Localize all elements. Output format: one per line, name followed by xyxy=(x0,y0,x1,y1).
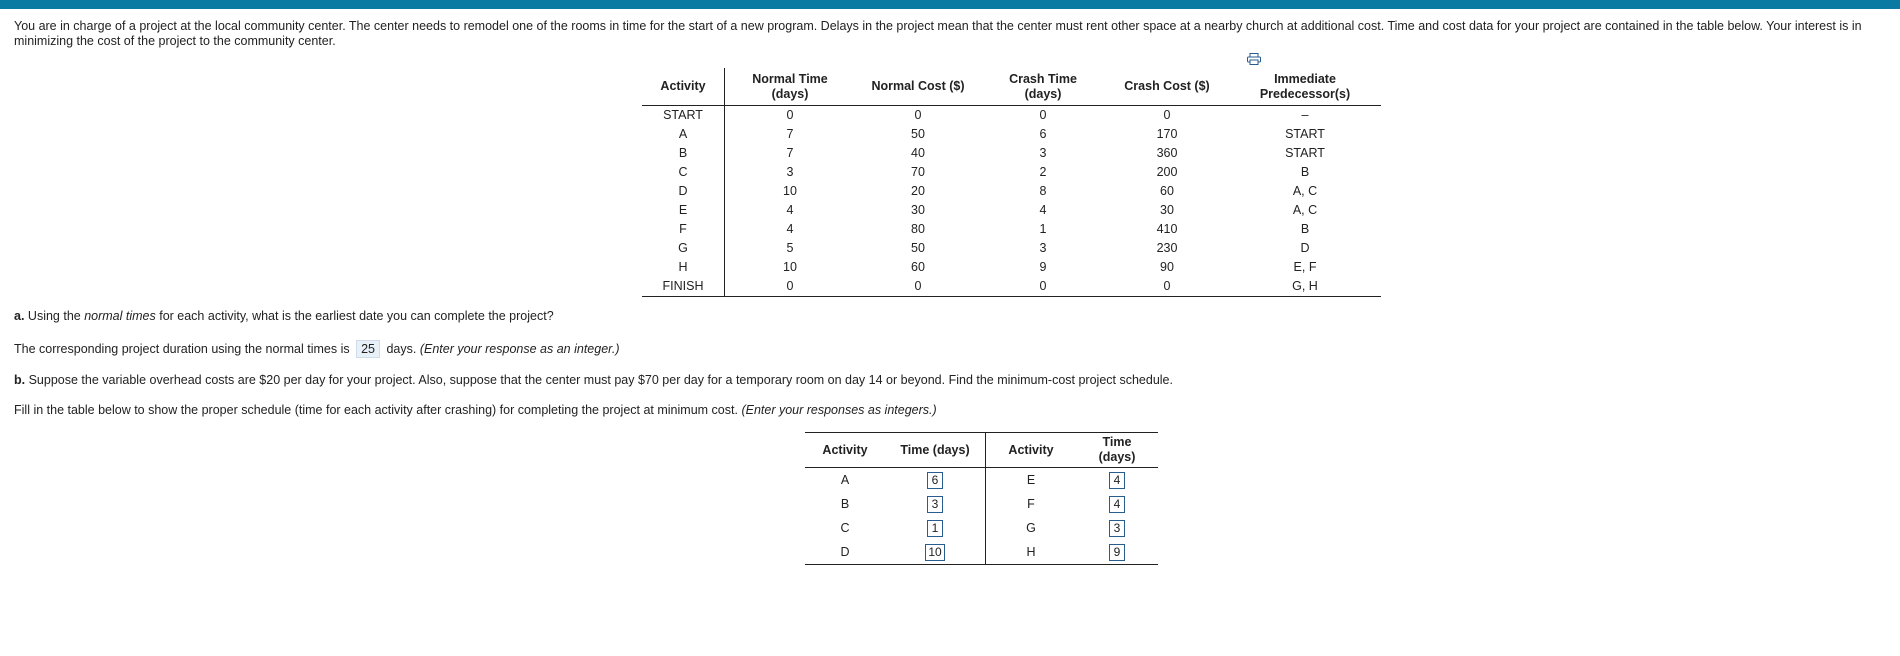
table-row xyxy=(642,144,1381,163)
activity-cell: FINISH xyxy=(642,277,725,297)
normal-time-cell: 7 xyxy=(786,146,794,160)
normal-time-cell: 3 xyxy=(786,165,794,179)
normal-cost-cell: 40 xyxy=(911,146,925,160)
time-input-cell xyxy=(1076,540,1158,565)
part-a-answer-post: days. xyxy=(386,342,417,356)
normal-cost-cell: 0 xyxy=(914,108,922,122)
part-a-question-pre: Using the xyxy=(27,309,85,323)
part-a-question-post: for each activity, what is the earliest date you can complete the project? xyxy=(155,309,554,323)
crash-time-cell: 6 xyxy=(1039,127,1047,141)
activity-cell: B xyxy=(840,497,850,511)
crash-schedule-table xyxy=(805,432,1158,565)
table-row xyxy=(805,492,1158,516)
crash-cost-cell: 60 xyxy=(1160,184,1174,198)
crash-cost-cell: 230 xyxy=(1156,241,1178,255)
crash-cost-cell: 90 xyxy=(1160,260,1174,274)
activity-a-time-input[interactable]: 6 xyxy=(927,472,943,489)
predecessor-cell: START xyxy=(1285,146,1325,160)
normal-cost-cell: 80 xyxy=(911,222,925,236)
crash-cost-cell: 410 xyxy=(1156,222,1178,236)
normal-cost-cell: 60 xyxy=(911,260,925,274)
table-row xyxy=(805,468,1158,493)
col-header-normal-cost: Normal Cost ($) xyxy=(855,68,981,106)
predecessor-cell: – xyxy=(1301,108,1309,122)
table-header-row xyxy=(642,68,1381,106)
part-a-answer-hint: (Enter your response as an integer.) xyxy=(419,342,620,356)
normal-cost-cell: 30 xyxy=(911,203,925,217)
normal-time-cell: 4 xyxy=(786,222,794,236)
activity-cell: F xyxy=(642,220,725,239)
activity-cell: H xyxy=(986,540,1077,565)
crash-time-cell: 0 xyxy=(981,277,1105,297)
activity-g-time-input[interactable]: 3 xyxy=(1109,520,1125,537)
time-input-cell xyxy=(1076,468,1158,493)
time-input-cell xyxy=(1076,516,1158,540)
predecessor-cell: G, H xyxy=(1229,277,1381,297)
predecessor-cell: D xyxy=(1300,241,1310,255)
predecessor-cell: START xyxy=(1285,127,1325,141)
normal-time-cell: 0 xyxy=(786,108,794,122)
table-row xyxy=(642,220,1381,239)
problem-intro: You are in charge of a project at the local community center. The center needs to remodel one of the rooms in time for the start of a new program. Delays in the project mean that the center must rent other space at a nearby church at additional cost. Time and cost data for your project are contained in the table below. Your interest is in minimizing the cost of the project to the community center. xyxy=(14,19,1862,48)
crash-time-cell: 2 xyxy=(1039,165,1047,179)
activity-cell: START xyxy=(642,106,725,126)
activity-cell: D xyxy=(642,182,725,201)
activity-cell: F xyxy=(1027,497,1035,511)
activity-cell: C xyxy=(840,521,850,535)
col-header-time-left: Time (days) xyxy=(885,433,986,468)
activity-f-time-input[interactable]: 4 xyxy=(1109,496,1125,513)
print-icon[interactable] xyxy=(1247,53,1261,65)
activity-c-time-input[interactable]: 1 xyxy=(927,520,943,537)
table-row xyxy=(642,106,1381,126)
normal-cost-cell: 20 xyxy=(911,184,925,198)
activity-d-time-input[interactable]: 10 xyxy=(925,544,944,561)
part-b-question-text: Suppose the variable overhead costs are $20 per day for your project. Also, suppose that the center must pay $70 per day for a temporary room on day 14 or beyond. Find the minimum-cost project schedule. xyxy=(28,373,1173,387)
normal-cost-cell: 70 xyxy=(911,165,925,179)
activity-h-time-input[interactable]: 9 xyxy=(1109,544,1125,561)
crash-time-cell: 8 xyxy=(1039,184,1047,198)
table-row xyxy=(642,277,1381,297)
col-header-activity: Activity xyxy=(642,68,725,106)
top-banner xyxy=(0,0,1900,9)
normal-time-cell: 7 xyxy=(786,127,794,141)
crash-cost-cell: 360 xyxy=(1156,146,1178,160)
time-input-cell xyxy=(1076,492,1158,516)
time-input-cell xyxy=(885,468,986,493)
activity-b-time-input[interactable]: 3 xyxy=(927,496,943,513)
normal-time-cell: 10 xyxy=(783,260,797,274)
predecessor-cell: A, C xyxy=(1292,184,1318,198)
normal-time-cell: 0 xyxy=(725,277,856,297)
table-row xyxy=(642,125,1381,144)
part-a-question xyxy=(14,308,554,324)
activity-cell: G xyxy=(642,239,725,258)
part-b-fill-hint: (Enter your responses as integers.) xyxy=(741,403,937,417)
activity-cell: G xyxy=(1026,521,1036,535)
normal-time-cell: 10 xyxy=(783,184,797,198)
crash-cost-cell: 30 xyxy=(1160,203,1174,217)
table-row xyxy=(642,201,1381,220)
col-header-activity-left: Activity xyxy=(805,433,885,468)
predecessor-cell: E, F xyxy=(1293,260,1317,274)
predecessor-cell: A, C xyxy=(1292,203,1318,217)
col-header-normal-time: Normal Time (days) xyxy=(725,68,856,106)
crash-cost-cell: 170 xyxy=(1156,127,1178,141)
normal-time-cell: 4 xyxy=(786,203,794,217)
normal-time-cell: 5 xyxy=(786,241,794,255)
crash-cost-cell: 0 xyxy=(1163,108,1171,122)
crash-time-cell: 9 xyxy=(1039,260,1047,274)
part-b-fill-text: Fill in the table below to show the proper schedule (time for each activity after crashing) for completing the project at minimum cost. xyxy=(14,403,738,417)
part-a-question-em: normal times xyxy=(84,309,156,323)
activity-e-time-input[interactable]: 4 xyxy=(1109,472,1125,489)
activity-cell: D xyxy=(805,540,885,565)
crash-time-cell: 3 xyxy=(1039,146,1047,160)
col-header-activity-right: Activity xyxy=(986,433,1077,468)
table-row xyxy=(642,258,1381,277)
table-row xyxy=(805,540,1158,565)
crash-time-cell: 1 xyxy=(1039,222,1047,236)
time-input-cell xyxy=(885,492,986,516)
col-header-crash-cost: Crash Cost ($) xyxy=(1105,68,1229,106)
activity-cell: C xyxy=(642,163,725,182)
predecessor-cell: B xyxy=(1300,222,1310,236)
part-a-label: a. xyxy=(14,309,25,323)
crash-time-cell: 4 xyxy=(1039,203,1047,217)
table-row xyxy=(642,163,1381,182)
activity-cell: E xyxy=(1026,473,1036,487)
part-b-question xyxy=(14,372,1173,388)
time-input-cell xyxy=(885,516,986,540)
time-input-cell xyxy=(885,540,986,565)
activity-cell: E xyxy=(642,201,725,220)
part-b-instructions xyxy=(14,402,937,418)
part-a-answer-pre: The corresponding project duration using the normal times is xyxy=(14,342,350,356)
part-a-answer-line xyxy=(14,340,619,358)
table-row xyxy=(805,516,1158,540)
crash-cost-cell: 0 xyxy=(1105,277,1229,297)
crash-cost-cell: 200 xyxy=(1156,165,1178,179)
project-data-table xyxy=(642,68,1381,297)
col-header-time-right: Time (days) xyxy=(1076,433,1158,468)
activity-cell: H xyxy=(642,258,725,277)
crash-time-cell: 3 xyxy=(1039,241,1047,255)
project-duration-answer[interactable]: 25 xyxy=(356,340,380,358)
activity-cell: B xyxy=(642,144,725,163)
table-row xyxy=(642,239,1381,258)
normal-cost-cell: 50 xyxy=(911,241,925,255)
schedule-header-row xyxy=(805,433,1158,468)
col-header-predecessors: Immediate Predecessor(s) xyxy=(1229,68,1381,106)
normal-cost-cell: 0 xyxy=(855,277,981,297)
col-header-crash-time: Crash Time (days) xyxy=(981,68,1105,106)
activity-cell: A xyxy=(642,125,725,144)
table-row xyxy=(642,182,1381,201)
normal-cost-cell: 50 xyxy=(911,127,925,141)
activity-cell: A xyxy=(840,473,850,487)
crash-time-cell: 0 xyxy=(1039,108,1047,122)
part-b-label: b. xyxy=(14,373,26,387)
predecessor-cell: B xyxy=(1300,165,1310,179)
